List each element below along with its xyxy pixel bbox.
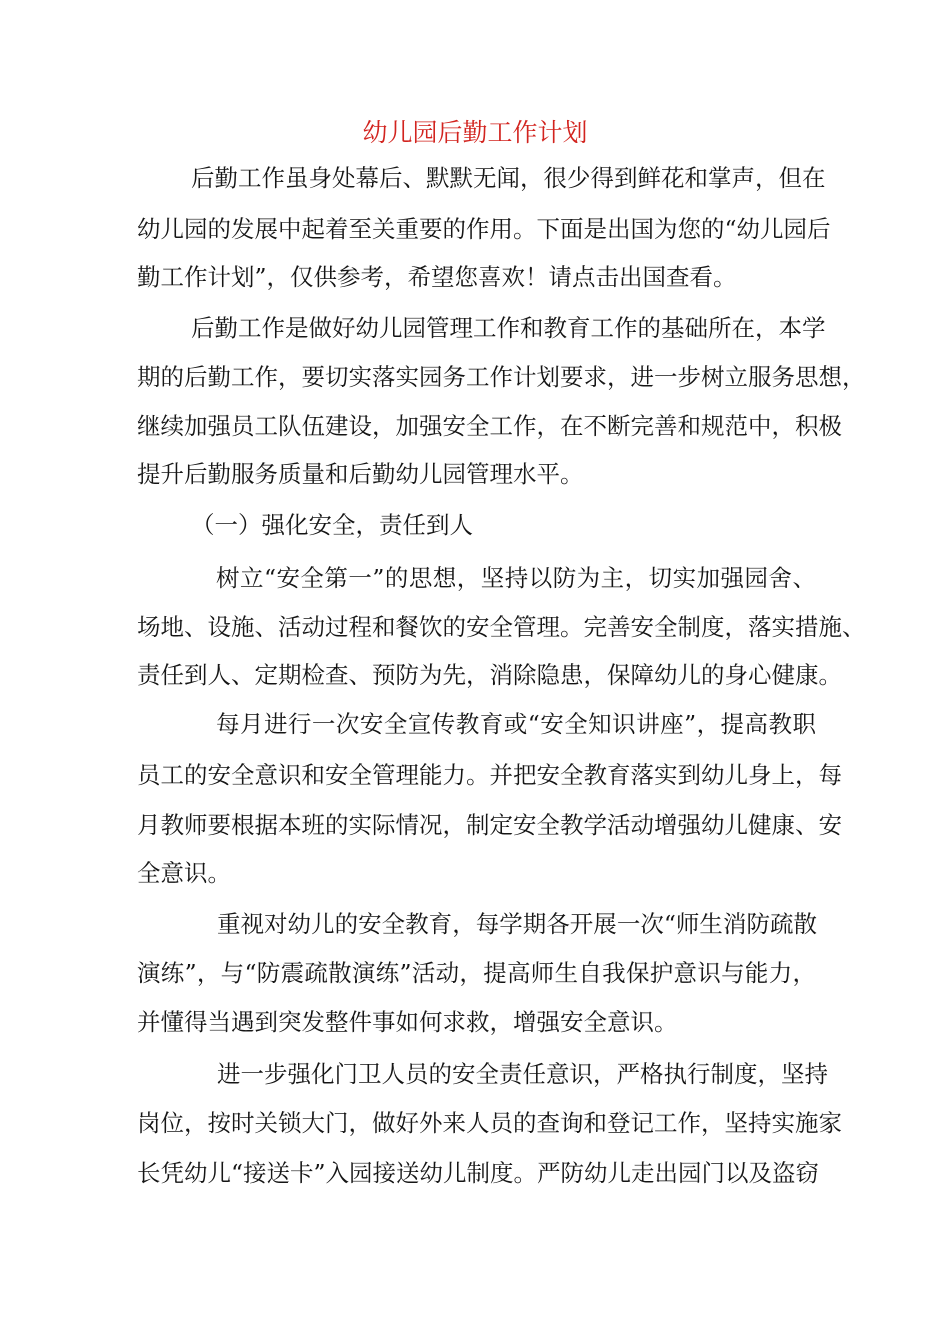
paragraph-line: 岗位，按时关锁大门，做好外来人员的查询和登记工作，坚持实施家 bbox=[137, 1109, 842, 1137]
paragraph-line: 演练”，与“防震疏散演练”活动，提高师生自我保护意识与能力， bbox=[137, 959, 816, 987]
paragraph-line: 后勤工作是做好幼儿园管理工作和教育工作的基础所在，本学 bbox=[191, 314, 826, 342]
paragraph-line: 员工的安全意识和安全管理能力。并把安全教育落实到幼儿身上，每 bbox=[137, 761, 842, 789]
document-title: 幼儿园后勤工作计划 bbox=[362, 118, 588, 147]
paragraph-line: 全意识。 bbox=[137, 859, 231, 887]
section-heading: （一）强化安全，责任到人 bbox=[191, 511, 473, 539]
paragraph-line: 月教师要根据本班的实际情况，制定安全教学活动增强幼儿健康、安 bbox=[137, 811, 842, 839]
paragraph-line: 长凭幼儿“接送卡”入园接送幼儿制度。严防幼儿走出园门以及盗窃 bbox=[137, 1159, 820, 1187]
paragraph-line: 提升后勤服务质量和后勤幼儿园管理水平。 bbox=[137, 460, 584, 488]
paragraph-line: 每月进行一次安全宣传教育或“安全知识讲座”，提高教职 bbox=[216, 710, 816, 738]
paragraph-line: 场地、设施、活动过程和餐饮的安全管理。完善安全制度，落实措施、 bbox=[137, 613, 866, 641]
paragraph-line: 重视对幼儿的安全教育，每学期各开展一次“师生消防疏散 bbox=[217, 910, 817, 938]
paragraph-line: 勤工作计划”，仅供参考，希望您喜欢！请点击出国查看。 bbox=[137, 263, 737, 291]
paragraph-line: 责任到人、定期检查、预防为先，消除隐患，保障幼儿的身心健康。 bbox=[137, 661, 842, 689]
paragraph-line: 期的后勤工作，要切实落实园务工作计划要求，进一步树立服务思想， bbox=[137, 363, 866, 391]
paragraph-line: 树立“安全第一”的思想，坚持以防为主，切实加强园舍、 bbox=[216, 564, 816, 592]
paragraph-line: 幼儿园的发展中起着至关重要的作用。下面是出国为您的“幼儿园后 bbox=[137, 215, 831, 243]
paragraph-line: 后勤工作虽身处幕后、默默无闻，很少得到鲜花和掌声，但在 bbox=[191, 164, 826, 192]
paragraph-line: 继续加强员工队伍建设，加强安全工作，在不断完善和规范中，积极 bbox=[137, 412, 842, 440]
paragraph-line: 并懂得当遇到突发整件事如何求救，增强安全意识。 bbox=[137, 1008, 678, 1036]
paragraph-line: 进一步强化门卫人员的安全责任意识，严格执行制度，坚持 bbox=[217, 1060, 828, 1088]
